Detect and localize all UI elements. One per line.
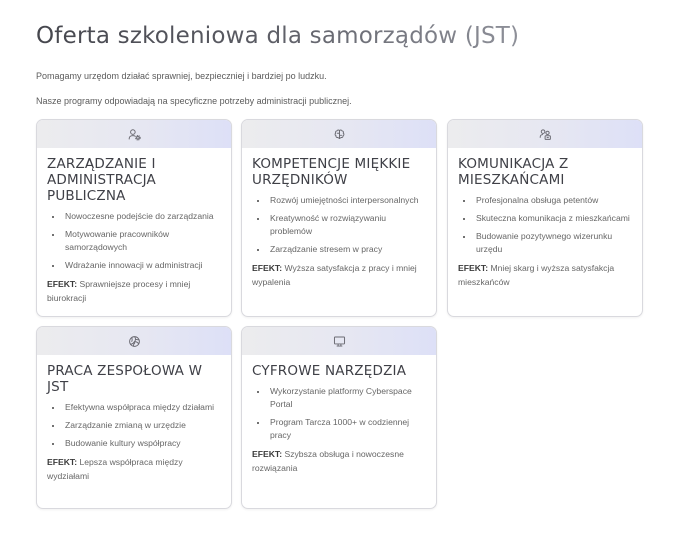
card-header [448,120,642,148]
list-item: • Efektywna współpraca między działami [63,401,221,414]
list-item: • Wdrażanie innowacji w administracji [63,259,221,272]
effect-text: EFEKT: Sprawniejsze procesy i mniej biurokracji [47,279,191,303]
card-header [242,327,436,355]
list-item: • Wykorzystanie platformy Cyberspace Portal [268,385,426,411]
card-header [37,120,231,148]
list-item: • Zarządzanie stresem w pracy [268,243,426,256]
benefit-list [252,194,426,256]
card-title: ZARZĄDZANIE I ADMINISTRACJA PUBLICZNA [47,156,156,204]
card-header [242,120,436,148]
list-item: • Profesjonalna obsługa petentów [474,194,632,207]
list-item: • Zarządzanie zmianą w urzędzie [63,419,221,432]
user-gear-icon [128,128,141,141]
monitor-icon [333,335,346,348]
list-item: • Kreatywność w rozwiązywaniu problemów [268,212,426,238]
page-title: Oferta szkoleniowa dla samorządów (JST) [36,23,520,49]
card-communication [447,119,643,317]
volleyball-team-icon [128,335,141,348]
effect-label: EFEKT: [47,457,78,467]
list-item: • Budowanie kultury współpracy [63,437,221,450]
list-item: • Rozwój umiejętności interpersonalnych [268,194,426,207]
card-title: KOMPETENCJE MIĘKKIE URZĘDNIKÓW [252,156,411,188]
card-title: CYFROWE NARZĘDZIA [252,363,407,379]
users-communication-icon [539,128,552,141]
effect-text: EFEKT: Mniej skarg i wyższa satysfakcja mieszkańców [458,263,615,287]
list-item: • Budowanie pozytywnego wizerunku urzędu [474,230,632,256]
effect-label: EFEKT: [252,263,283,273]
list-item: • Program Tarcza 1000+ w codziennej pracy [268,416,426,442]
card-soft-skills [241,119,437,317]
effect-label: EFEKT: [458,263,489,273]
effect-label: EFEKT: [47,279,78,289]
effect-label: EFEKT: [252,449,283,459]
list-item: • Nowoczesne podejście do zarządzania [63,210,221,223]
card-digital-tools [241,326,437,509]
intro-text-1: Pomagamy urzędom działać sprawniej, bezpieczniej i bardziej po ludzku. [36,71,327,81]
list-item: • Skuteczna komunikacja z mieszkańcami [474,212,632,225]
benefit-list [252,385,426,442]
benefit-list [458,194,632,256]
card-teamwork [36,326,232,509]
brain-icon [333,128,346,141]
card-management [36,119,232,317]
card-title: PRACA ZESPOŁOWA W JST [47,363,203,395]
benefit-list [47,210,221,272]
card-header [37,327,231,355]
effect-text: EFEKT: Lepsza współpraca między wydziałami [47,457,183,481]
card-title: KOMUNIKACJA Z MIESZKAŃCAMI [458,156,569,188]
list-item: • Motywowanie pracowników samorządowych [63,228,221,254]
intro-text-2: Nasze programy odpowiadają na specyficzne potrzeby administracji publicznej. [36,96,352,106]
effect-text: EFEKT: Wyższa satysfakcja z pracy i mniej wypalenia [252,263,417,287]
benefit-list [47,401,221,450]
effect-text: EFEKT: Szybsza obsługa i nowoczesne rozwiązania [252,449,404,473]
